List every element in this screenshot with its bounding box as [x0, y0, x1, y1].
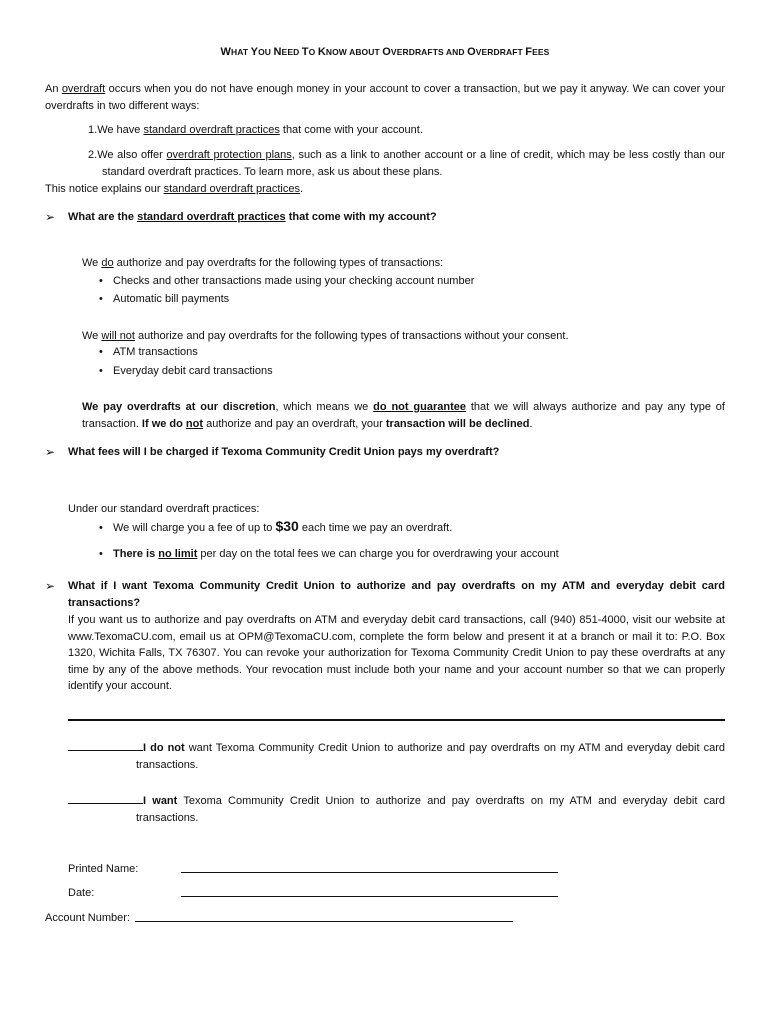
arrow-bullet-icon: ➢ [45, 445, 56, 459]
title-part: HAT [231, 47, 251, 57]
title-part: K [317, 46, 326, 58]
title-part: EES [532, 47, 550, 57]
title-part: NOW ABOUT [325, 47, 383, 57]
title-part: O [382, 46, 391, 58]
arrow-bullet-icon: ➢ [45, 210, 56, 224]
printed-name-field[interactable] [181, 872, 558, 873]
title-part: W [220, 46, 232, 58]
bullet-icon: • [99, 365, 103, 377]
discretion-paragraph: We pay overdrafts at our discretion, which means we do not guarantee that we will always authorize and pay any type of transaction. If we do not authorize and pay an overdraft, your transaction will be declined. [82, 401, 725, 430]
bullet-icon: • [99, 275, 103, 287]
list-item: • Checks and other transactions made using your checking account number [99, 273, 719, 290]
notice-line: This notice explains our standard overdraft practices. [45, 183, 304, 195]
title-part: EED [281, 47, 302, 57]
list-item: • There is no limit per day on the total fees we can charge you for overdrawing your account [99, 546, 719, 563]
fee-amount: $30 [275, 518, 299, 534]
opt-in-blank[interactable] [68, 792, 143, 804]
authorization-instructions: If you want us to authorize and pay overdrafts on ATM and everyday debit card transactions, call (940) 851-4000, visit our website at www.TexomaCU.com, email us at OPM@TexomaCU.com, complete the form below and present it at a branch or mail it to: P.O. Box 1320, Wichita Falls, TX 76307. You can revoke your authorization for Texoma Community Credit Union to pay these overdrafts at any time by any of the above methods. Your revocation must include both your name and your account number so that we can properly identify your account. [68, 614, 725, 692]
opt-out-blank[interactable] [68, 739, 143, 751]
title-part: O [467, 46, 476, 58]
section-heading: What fees will I be charged if Texoma Community Credit Union pays my overdraft? [68, 446, 500, 458]
do-authorize-line: We do authorize and pay overdrafts for the following types of transactions: [82, 257, 444, 269]
standard-practices-line: Under our standard overdraft practices: [68, 503, 260, 515]
printed-name-label: Printed Name: [68, 863, 139, 875]
section-heading: What if I want Texoma Community Credit Union to authorize and pay overdrafts on my ATM and everyday debit card transactions? [68, 580, 725, 609]
date-field[interactable] [181, 896, 558, 897]
date-label: Date: [68, 887, 95, 899]
list-item: • ATM transactions [99, 344, 719, 361]
title-part: VERDRAFT [475, 47, 526, 57]
opt-in-option: I want Texoma Community Credit Union to authorize and pay overdrafts on my ATM and everyday debit card transactions. [68, 792, 725, 826]
intro-paragraph: An overdraft occurs when you do not have enough money in your account to cover a transaction, but we pay it anyway. We can cover your overdrafts in two different ways: [45, 83, 725, 112]
title-part: Y [250, 46, 259, 58]
overdraft-term: overdraft [61, 83, 106, 95]
title-part: T [301, 46, 309, 58]
list-item: • Everyday debit card transactions [99, 363, 719, 380]
opt-out-option: I do not want Texoma Community Credit Union to authorize and pay overdrafts on my ATM and everyday debit card transactions. [68, 739, 725, 773]
list-item: • Automatic bill payments [99, 291, 719, 308]
title-part: O [308, 47, 318, 57]
arrow-bullet-icon: ➢ [45, 579, 56, 593]
list-item: 2.We also offer overdraft protection plans, such as a link to another account or a line of credit, which may be less costly than our standard overdraft practices. To learn more, ask us about these plans. [88, 149, 725, 178]
title-part: F [525, 46, 533, 58]
account-number-label: Account Number: [45, 912, 130, 924]
bullet-icon: • [99, 346, 103, 358]
bullet-icon: • [99, 548, 103, 560]
bullet-icon: • [99, 522, 103, 534]
account-number-field[interactable] [135, 921, 513, 922]
will-not-authorize-line: We will not authorize and pay overdrafts for the following types of transactions without your consent. [82, 330, 569, 342]
title-part: N [273, 46, 282, 58]
title-part: VERDRAFTS AND [390, 47, 468, 57]
title-part: OU [258, 47, 274, 57]
section-heading: What are the standard overdraft practices that come with my account? [68, 211, 437, 223]
list-item: 1.We have standard overdraft practices that come with your account. [88, 124, 423, 136]
list-item: • We will charge you a fee of up to $30 each time we pay an overdraft. [99, 518, 719, 537]
document-title [0, 44, 770, 61]
section-divider [68, 719, 725, 721]
bullet-icon: • [99, 293, 103, 305]
